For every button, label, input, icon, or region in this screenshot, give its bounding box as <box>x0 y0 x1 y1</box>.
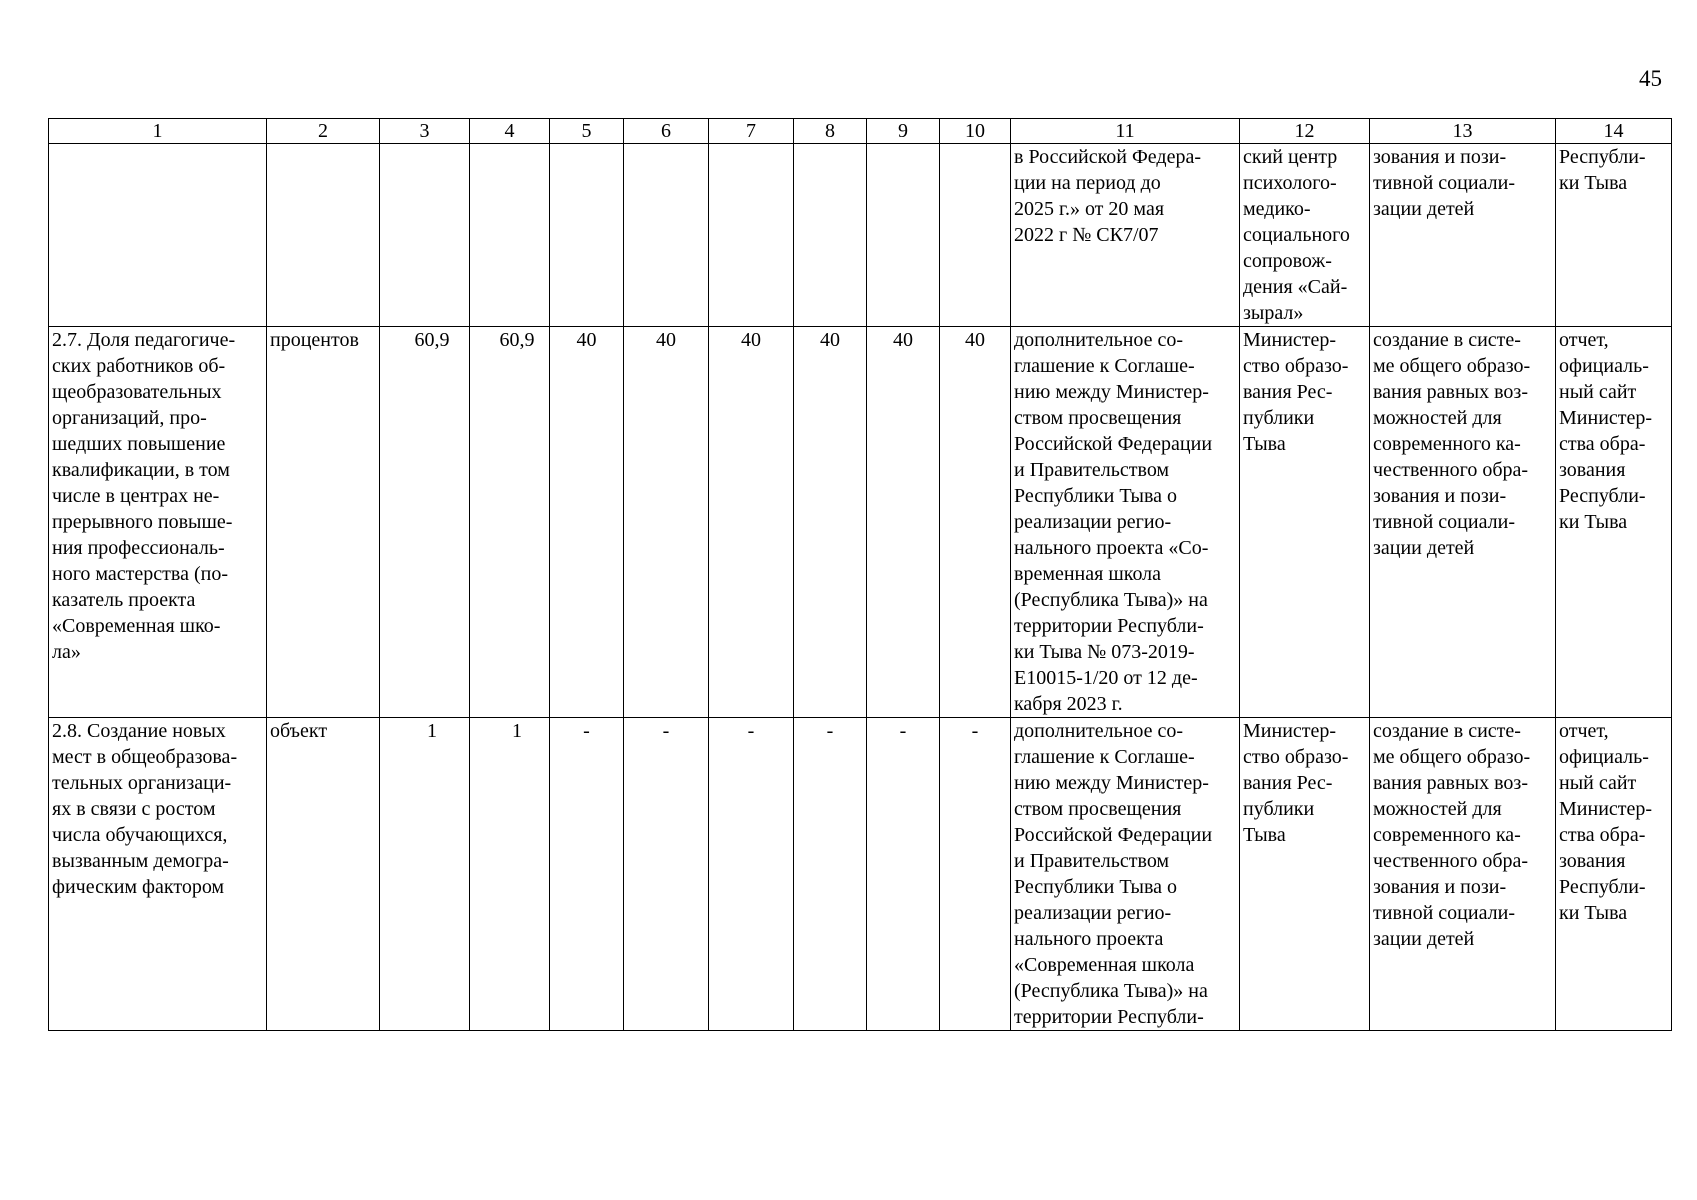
table-cell-col-11: дополнительное со- глашение к Соглаше- нию между Министер- ством просвещения Российской Федерации и Правительством Республики Тыва о реализации регио- нального проекта «Со- временная школа (Республика Тыва)» на территории Республи- ки Тыва № 073-2019- Е10015-1/20 от 12 де- кабря 2023 г. <box>1011 327 1240 718</box>
table-cell-col-6: - <box>624 718 709 1031</box>
table-row <box>49 327 1672 718</box>
column-number-4: 4 <box>470 119 550 144</box>
table-cell-col-3: 60,9 <box>380 327 470 718</box>
column-number-14: 14 <box>1556 119 1672 144</box>
table-cell-col-7: - <box>709 718 794 1031</box>
table-cell-col-10: 40 <box>940 327 1011 718</box>
table-cell-col-4 <box>470 144 550 327</box>
table-cell-col-2 <box>267 144 380 327</box>
table-cell-col-1: 2.7. Доля педагогиче- ских работников об- щеобразовательных организаций, про- шедших повышение квалификации, в том числе в центрах не- прерывного повыше- ния профессиональ- ного мастерства (по- казатель проекта «Современная шко- ла» <box>49 327 267 718</box>
column-number-5: 5 <box>550 119 624 144</box>
column-number-2: 2 <box>267 119 380 144</box>
column-numbers-row <box>49 119 1672 144</box>
table-cell-col-5: 40 <box>550 327 624 718</box>
table-cell-col-9: - <box>867 718 940 1031</box>
column-number-13: 13 <box>1370 119 1556 144</box>
column-number-6: 6 <box>624 119 709 144</box>
column-number-1: 1 <box>49 119 267 144</box>
table-cell-col-10 <box>940 144 1011 327</box>
table-cell-col-11: в Российской Федера- ции на период до 2025 г.» от 20 мая 2022 г № СК7/07 <box>1011 144 1240 327</box>
indicators-table <box>48 118 1672 1031</box>
table-cell-col-13: создание в систе- ме общего образо- вания равных воз- можностей для современного ка- чественного обра- зования и пози- тивной социали- зации детей <box>1370 718 1556 1031</box>
table-cell-col-5: - <box>550 718 624 1031</box>
table-cell-col-12: ский центр психолого- медико- социального сопровож- дения «Сай- зырал» <box>1240 144 1370 327</box>
table-cell-col-7: 40 <box>709 327 794 718</box>
table-cell-col-1 <box>49 144 267 327</box>
table-cell-col-4: 1 <box>470 718 550 1031</box>
table-cell-col-2: процентов <box>267 327 380 718</box>
table-cell-col-11: дополнительное со- глашение к Соглаше- нию между Министер- ством просвещения Российской Федерации и Правительством Республики Тыва о реализации регио- нального проекта «Современная школа (Республика Тыва)» на территории Республи- <box>1011 718 1240 1031</box>
table-cell-col-12: Министер- ство образо- вания Рес- публики Тыва <box>1240 718 1370 1031</box>
table-cell-col-3 <box>380 144 470 327</box>
table-cell-col-14: Республи- ки Тыва <box>1556 144 1672 327</box>
column-number-8: 8 <box>794 119 867 144</box>
table-cell-col-8: - <box>794 718 867 1031</box>
table-cell-col-13: зования и пози- тивной социали- зации детей <box>1370 144 1556 327</box>
table-cell-col-1: 2.8. Создание новых мест в общеобразова- тельных организаци- ях в связи с ростом числа обучающихся, вызванным демогра- фическим фактором <box>49 718 267 1031</box>
table-cell-col-13: создание в систе- ме общего образо- вания равных воз- можностей для современного ка- чественного обра- зования и пози- тивной социали- зации детей <box>1370 327 1556 718</box>
table-cell-col-2: объект <box>267 718 380 1031</box>
table-cell-col-9: 40 <box>867 327 940 718</box>
table-cell-col-7 <box>709 144 794 327</box>
column-number-3: 3 <box>380 119 470 144</box>
table-cell-col-8: 40 <box>794 327 867 718</box>
column-number-7: 7 <box>709 119 794 144</box>
table-cell-col-9 <box>867 144 940 327</box>
table-cell-col-10: - <box>940 718 1011 1031</box>
table-cell-col-4: 60,9 <box>470 327 550 718</box>
table-cell-col-6 <box>624 144 709 327</box>
column-number-9: 9 <box>867 119 940 144</box>
column-number-12: 12 <box>1240 119 1370 144</box>
table-cell-col-14: отчет, официаль- ный сайт Министер- ства обра- зования Республи- ки Тыва <box>1556 718 1672 1031</box>
page-number: 45 <box>1639 66 1662 91</box>
table-cell-col-5 <box>550 144 624 327</box>
table-row <box>49 718 1672 1031</box>
table-cell-col-3: 1 <box>380 718 470 1031</box>
table-cell-col-14: отчет, официаль- ный сайт Министер- ства обра- зования Республи- ки Тыва <box>1556 327 1672 718</box>
column-number-11: 11 <box>1011 119 1240 144</box>
table-cell-col-12: Министер- ство образо- вания Рес- публики Тыва <box>1240 327 1370 718</box>
column-number-10: 10 <box>940 119 1011 144</box>
table-cell-col-8 <box>794 144 867 327</box>
table-row <box>49 144 1672 327</box>
table-cell-col-6: 40 <box>624 327 709 718</box>
